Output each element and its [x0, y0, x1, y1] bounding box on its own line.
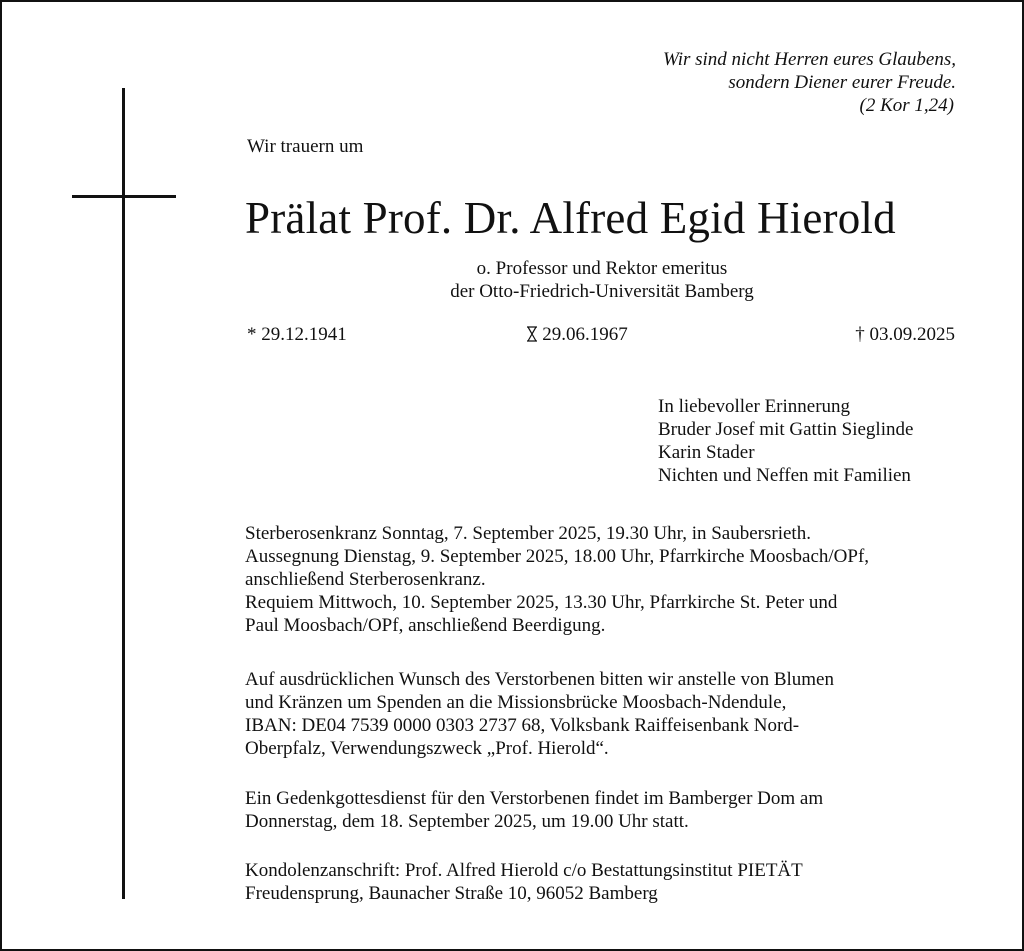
- mourner-line: Nichten und Neffen mit Familien: [658, 465, 911, 486]
- donation-paragraph: [245, 668, 957, 760]
- services-line: Paul Moosbach/OPf, anschließend Beerdigung.: [245, 615, 606, 636]
- donation-line: Auf ausdrücklichen Wunsch des Verstorbenen bitten wir anstelle von Blumen: [245, 669, 834, 690]
- birth-date: * 29.12.1941: [247, 324, 347, 345]
- verse-reference: (2 Kor 1,24): [859, 95, 954, 116]
- services-line: Aussegnung Dienstag, 9. September 2025, 18.00 Uhr, Pfarrkirche Moosbach/OPf,: [245, 546, 870, 567]
- title-line: der Otto-Friedrich-Universität Bamberg: [450, 281, 754, 302]
- intro-text: Wir trauern um: [247, 136, 364, 157]
- services-line: anschließend Sterberosenkranz.: [245, 569, 486, 590]
- title-line: o. Professor und Rektor emeritus: [476, 258, 728, 279]
- condolence-line: Freudensprung, Baunacher Straße 10, 96052 Bamberg: [245, 883, 658, 904]
- death-date: † 03.09.2025: [855, 324, 955, 345]
- services-paragraph: [245, 522, 957, 637]
- life-dates: [247, 324, 955, 346]
- donation-line: Oberpfalz, Verwendungszweck „Prof. Hierold“.: [245, 738, 609, 759]
- condolence-line: Kondolenzanschrift: Prof. Alfred Hierold c/o Bestattungsinstitut PIETÄT: [245, 860, 803, 881]
- mourner-line: In liebevoller Erinnerung: [658, 396, 851, 417]
- cross-icon-bar: [72, 195, 176, 198]
- services-line: Sterberosenkranz Sonntag, 7. September 2025, 19.30 Uhr, in Saubersrieth.: [245, 523, 811, 544]
- ordination-date: 29.06.1967: [542, 324, 628, 345]
- verse-line: sondern Diener eurer Freude.: [728, 72, 956, 93]
- donation-line: IBAN: DE04 7539 0000 0303 2737 68, Volksbank Raiffeisenbank Nord-: [245, 715, 800, 736]
- deceased-titles: [247, 257, 957, 303]
- hourglass-icon: [526, 326, 538, 342]
- mourner-line: Bruder Josef mit Gattin Sieglinde: [658, 419, 914, 440]
- cross-icon: [122, 88, 125, 899]
- donation-line: und Kränzen um Spenden an die Missionsbrücke Moosbach-Ndendule,: [245, 692, 787, 713]
- ordination-date-group: [526, 324, 628, 346]
- deceased-name: Prälat Prof. Dr. Alfred Egid Hierold: [245, 193, 896, 243]
- services-line: Requiem Mittwoch, 10. September 2025, 13.30 Uhr, Pfarrkirche St. Peter und: [245, 592, 838, 613]
- condolence-paragraph: [245, 859, 957, 905]
- verse-line: Wir sind nicht Herren eures Glaubens,: [662, 49, 956, 70]
- memorial-line: Donnerstag, dem 18. September 2025, um 19.00 Uhr statt.: [245, 811, 689, 832]
- memorial-paragraph: [245, 787, 957, 833]
- mourner-line: Karin Stader: [658, 442, 755, 463]
- memorial-line: Ein Gedenkgottesdienst für den Verstorbenen findet im Bamberger Dom am: [245, 788, 824, 809]
- bible-verse: [562, 48, 956, 117]
- mourners-block: [658, 395, 958, 487]
